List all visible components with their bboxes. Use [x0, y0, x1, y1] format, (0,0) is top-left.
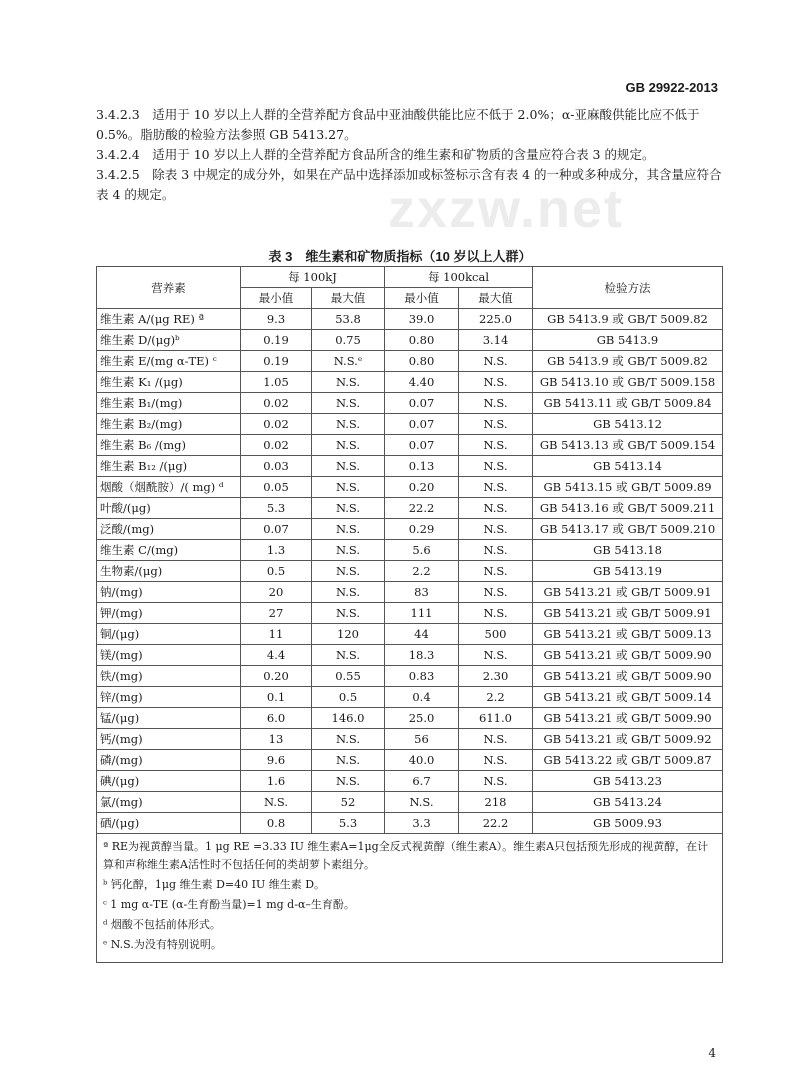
table-cell: N.S. [312, 540, 385, 561]
table-cell: 6.7 [385, 771, 459, 792]
table-cell: 83 [385, 582, 459, 603]
table-row [97, 498, 723, 519]
table-row [97, 645, 723, 666]
table-cell: 6.0 [241, 708, 312, 729]
table-cell: 0.55 [312, 666, 385, 687]
table-cell: GB 5413.16 或 GB/T 5009.211 [533, 498, 723, 519]
table-cell: 维生素 B₁₂ /(μg) [97, 456, 241, 477]
table-cell: GB 5413.18 [533, 540, 723, 561]
table-cell: 0.19 [241, 330, 312, 351]
table-cell: 0.83 [385, 666, 459, 687]
watermark: zxzw.net [388, 179, 625, 239]
table-cell: 225.0 [459, 309, 533, 330]
table-cell: N.S. [312, 771, 385, 792]
table-cell: N.S. [312, 603, 385, 624]
table-cell: 镁/(mg) [97, 645, 241, 666]
table-cell: 锰/(μg) [97, 708, 241, 729]
table-cell: 5.6 [385, 540, 459, 561]
table-cell: GB 5413.21 或 GB/T 5009.14 [533, 687, 723, 708]
table-cell: 52 [312, 792, 385, 813]
paragraph-3-4-2-4: 3.4.2.4 适用于 10 岁以上人群的全营养配方食品所含的维生素和矿物质的含量应符合表 3 的规定。 [96, 147, 655, 162]
table-cell: 0.02 [241, 435, 312, 456]
table-cell: 烟酸（烟酰胺）/( mg) ᵈ [97, 477, 241, 498]
footnote-c: ᶜ 1 mg α-TE (α-生育酚当量)=1 mg d-α–生育酚。 [103, 898, 355, 911]
standard-number: GB 29922-2013 [625, 80, 718, 95]
table-row [97, 708, 723, 729]
table-cell: GB 5413.23 [533, 771, 723, 792]
table-cell: GB 5413.21 或 GB/T 5009.91 [533, 582, 723, 603]
table-cell: N.S. [241, 792, 312, 813]
table-cell: N.S. [459, 393, 533, 414]
table-cell: 1.6 [241, 771, 312, 792]
table-cell: 25.0 [385, 708, 459, 729]
table-cell: 磷/(mg) [97, 750, 241, 771]
footnote-a: ª RE为视黄醇当量。1 μg RE =3.33 IU 维生素A=1μg全反式视黄醇（维生素A）。维生素A只包括预先形成的视黄醇，在计算和声称维生素A活性时不包括任何的类胡萝卜素组分。 [103, 840, 709, 871]
table-cell: GB 5413.21 或 GB/T 5009.90 [533, 666, 723, 687]
table-cell: 4.4 [241, 645, 312, 666]
table-cell: N.S. [459, 750, 533, 771]
table-caption: 表 3 维生素和矿物质指标（10 岁以上人群） [268, 249, 532, 264]
table-row [97, 750, 723, 771]
table-row [97, 771, 723, 792]
table-cell: N.S. [459, 456, 533, 477]
table-cell: N.S. [312, 435, 385, 456]
table-cell: 18.3 [385, 645, 459, 666]
table-cell: N.S. [312, 645, 385, 666]
table-cell: 111 [385, 603, 459, 624]
table-cell: N.S. [312, 729, 385, 750]
table-cell: 维生素 B₂/(mg) [97, 414, 241, 435]
table-cell: 0.20 [241, 666, 312, 687]
table-row [97, 582, 723, 603]
table-cell: 500 [459, 624, 533, 645]
table-cell: 0.03 [241, 456, 312, 477]
table-cell: 钠/(mg) [97, 582, 241, 603]
table-cell: 0.02 [241, 393, 312, 414]
table-cell: 0.1 [241, 687, 312, 708]
table-cell: 0.07 [385, 435, 459, 456]
table-cell: GB 5413.15 或 GB/T 5009.89 [533, 477, 723, 498]
table-cell: N.S. [459, 414, 533, 435]
footnote-e: ᵉ N.S.为没有特别说明。 [103, 938, 222, 951]
table-cell: 0.5 [312, 687, 385, 708]
table-cell: 5.3 [312, 813, 385, 834]
table-row [97, 603, 723, 624]
header-per-100kj: 每 100kJ [241, 267, 385, 288]
table-cell: 0.8 [241, 813, 312, 834]
table-cell: 维生素 C/(mg) [97, 540, 241, 561]
table-row [97, 687, 723, 708]
table-cell: GB 5413.19 [533, 561, 723, 582]
table-row [97, 372, 723, 393]
table-cell: N.S. [312, 561, 385, 582]
table-cell: N.S. [459, 540, 533, 561]
table-cell: 叶酸/(μg) [97, 498, 241, 519]
table-cell: GB 5413.10 或 GB/T 5009.158 [533, 372, 723, 393]
table-cell: GB 5413.21 或 GB/T 5009.13 [533, 624, 723, 645]
table-cell: N.S. [312, 477, 385, 498]
table-cell: N.S. [459, 603, 533, 624]
table-cell: 20 [241, 582, 312, 603]
table-cell: 218 [459, 792, 533, 813]
table-cell: N.S.ᵉ [312, 351, 385, 372]
table-cell: 0.5 [241, 561, 312, 582]
table-cell: 53.8 [312, 309, 385, 330]
table-row [97, 393, 723, 414]
table-row [97, 792, 723, 813]
table-row [97, 813, 723, 834]
table-row [97, 540, 723, 561]
table-cell: N.S. [459, 729, 533, 750]
table-row [97, 624, 723, 645]
table-cell: 2.30 [459, 666, 533, 687]
table-cell: 3.3 [385, 813, 459, 834]
table-cell: 13 [241, 729, 312, 750]
header-max: 最大值 [459, 288, 533, 309]
table-cell: 铁/(mg) [97, 666, 241, 687]
header-nutrient: 营养素 [97, 267, 241, 309]
table-row [97, 414, 723, 435]
table-footnotes [97, 834, 723, 963]
table-cell: 11 [241, 624, 312, 645]
table-cell: 0.13 [385, 456, 459, 477]
table-cell: 氯/(mg) [97, 792, 241, 813]
table-cell: 维生素 E/(mg α-TE) ᶜ [97, 351, 241, 372]
table-cell: N.S. [459, 477, 533, 498]
table-cell: 3.14 [459, 330, 533, 351]
table-cell: 锌/(mg) [97, 687, 241, 708]
table-cell: GB 5413.9 [533, 330, 723, 351]
table-cell: 0.07 [385, 414, 459, 435]
table-cell: 0.19 [241, 351, 312, 372]
header-min: 最小值 [241, 288, 312, 309]
table-cell: 40.0 [385, 750, 459, 771]
table-cell: N.S. [312, 393, 385, 414]
table-cell: 39.0 [385, 309, 459, 330]
paragraph-3-4-2-5: 3.4.2.5 除表 3 中规定的成分外，如果在产品中选择添加或标签标示含有表 4 的一种或多种成分，其含量应符合表 4 的规定。 [96, 167, 722, 202]
table-cell: N.S. [312, 582, 385, 603]
table-cell: 22.2 [385, 498, 459, 519]
table-cell: GB 5413.14 [533, 456, 723, 477]
table-cell: GB 5413.22 或 GB/T 5009.87 [533, 750, 723, 771]
table-cell: GB 5413.21 或 GB/T 5009.90 [533, 645, 723, 666]
table-cell: 0.07 [241, 519, 312, 540]
table-row [97, 477, 723, 498]
table-cell: N.S. [459, 561, 533, 582]
table-cell: N.S. [312, 750, 385, 771]
page-number: 4 [708, 1046, 716, 1060]
table-cell: GB 5009.93 [533, 813, 723, 834]
header-method: 检验方法 [533, 267, 723, 309]
table-cell: 铜/(μg) [97, 624, 241, 645]
table-cell: 生物素/(μg) [97, 561, 241, 582]
table-cell: 0.75 [312, 330, 385, 351]
vitamin-mineral-table [96, 266, 723, 963]
table-cell: 0.20 [385, 477, 459, 498]
table-cell: 0.80 [385, 351, 459, 372]
table-row [97, 351, 723, 372]
table-cell: N.S. [312, 414, 385, 435]
table-cell: N.S. [459, 582, 533, 603]
table-cell: 维生素 A/(μg RE) ª [97, 309, 241, 330]
table-cell: GB 5413.21 或 GB/T 5009.90 [533, 708, 723, 729]
table-row [97, 330, 723, 351]
table-cell: N.S. [459, 372, 533, 393]
table-cell: N.S. [459, 645, 533, 666]
table-cell: GB 5413.24 [533, 792, 723, 813]
table-cell: N.S. [312, 519, 385, 540]
table-row [97, 309, 723, 330]
header-per-100kcal: 每 100kcal [385, 267, 533, 288]
table-row [97, 435, 723, 456]
table-cell: 维生素 K₁ /(μg) [97, 372, 241, 393]
table-cell: 泛酸/(mg) [97, 519, 241, 540]
table-cell: 0.80 [385, 330, 459, 351]
table-cell: 0.29 [385, 519, 459, 540]
table-cell: 0.05 [241, 477, 312, 498]
table-cell: 9.6 [241, 750, 312, 771]
table-cell: GB 5413.9 或 GB/T 5009.82 [533, 351, 723, 372]
table-cell: 1.05 [241, 372, 312, 393]
table-cell: 硒/(μg) [97, 813, 241, 834]
table-cell: 2.2 [459, 687, 533, 708]
table-cell: N.S. [312, 498, 385, 519]
table-cell: N.S. [312, 456, 385, 477]
table-cell: 56 [385, 729, 459, 750]
table-cell: GB 5413.21 或 GB/T 5009.92 [533, 729, 723, 750]
paragraph-3-4-2-3: 3.4.2.3 适用于 10 岁以上人群的全营养配方食品中亚油酸供能比应不低于 2.0%；α-亚麻酸供能比应不低于 0.5%。脂肪酸的检验方法参照 GB 5413.27。 [96, 107, 700, 142]
table-cell: 0.07 [385, 393, 459, 414]
table-row [97, 729, 723, 750]
table-row [97, 456, 723, 477]
table-body [97, 309, 723, 834]
table-cell: N.S. [459, 435, 533, 456]
table-row [97, 561, 723, 582]
table-cell: GB 5413.17 或 GB/T 5009.210 [533, 519, 723, 540]
table-cell: 维生素 B₁/(mg) [97, 393, 241, 414]
table-cell: GB 5413.11 或 GB/T 5009.84 [533, 393, 723, 414]
table-cell: GB 5413.21 或 GB/T 5009.91 [533, 603, 723, 624]
table-cell: 0.02 [241, 414, 312, 435]
table-cell: GB 5413.12 [533, 414, 723, 435]
table-cell: 0.4 [385, 687, 459, 708]
table-cell: 1.3 [241, 540, 312, 561]
table-cell: 27 [241, 603, 312, 624]
table-row [97, 519, 723, 540]
table-cell: 22.2 [459, 813, 533, 834]
table-cell: 5.3 [241, 498, 312, 519]
header-min: 最小值 [385, 288, 459, 309]
table-cell: N.S. [459, 771, 533, 792]
table-cell: N.S. [312, 372, 385, 393]
table-cell: 146.0 [312, 708, 385, 729]
table-cell: 120 [312, 624, 385, 645]
table-cell: GB 5413.13 或 GB/T 5009.154 [533, 435, 723, 456]
table-cell: 钾/(mg) [97, 603, 241, 624]
table-cell: 2.2 [385, 561, 459, 582]
header-max: 最大值 [312, 288, 385, 309]
table-cell: 9.3 [241, 309, 312, 330]
table-row [97, 666, 723, 687]
footnote-b: ᵇ 钙化醇，1μg 维生素 D=40 IU 维生素 D。 [103, 878, 326, 891]
table-cell: 钙/(mg) [97, 729, 241, 750]
table-cell: N.S. [459, 498, 533, 519]
table-cell: 维生素 D/(μg)ᵇ [97, 330, 241, 351]
table-cell: 44 [385, 624, 459, 645]
table-cell: N.S. [385, 792, 459, 813]
table-cell: 维生素 B₆ /(mg) [97, 435, 241, 456]
footnote-d: ᵈ 烟酸不包括前体形式。 [103, 918, 221, 931]
table-cell: N.S. [459, 519, 533, 540]
table-cell: 碘/(μg) [97, 771, 241, 792]
table-cell: 4.40 [385, 372, 459, 393]
table-cell: GB 5413.9 或 GB/T 5009.82 [533, 309, 723, 330]
table-cell: N.S. [459, 351, 533, 372]
table-cell: 611.0 [459, 708, 533, 729]
